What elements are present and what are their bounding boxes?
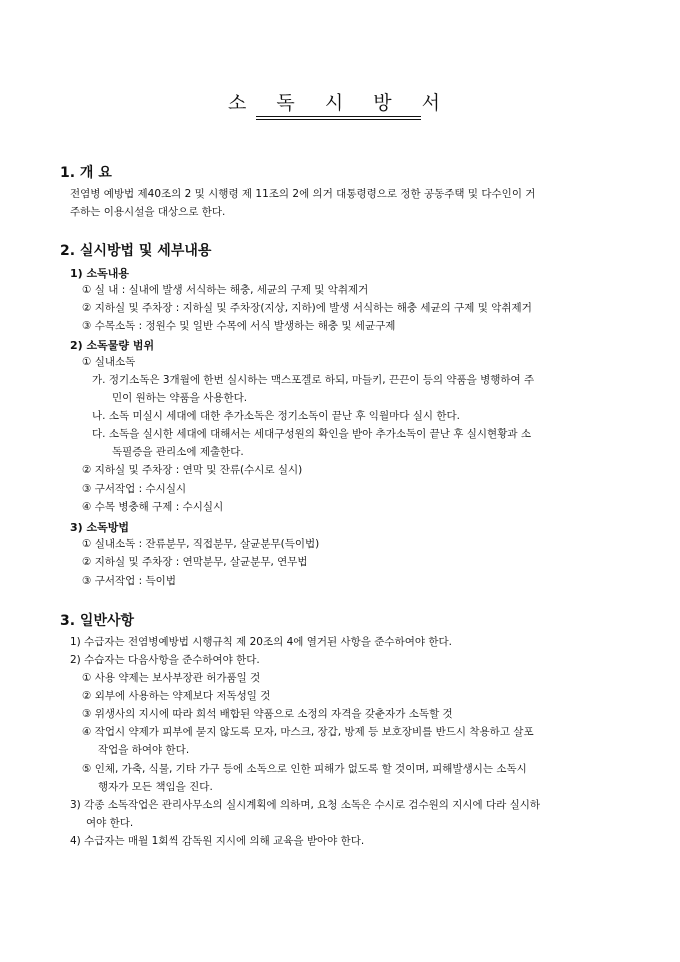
list-item-continued: 민이 원하는 약품을 사용한다. — [112, 392, 248, 404]
list-item: ④ 수목 병충해 구제 : 수시실시 — [82, 501, 224, 513]
list-item: 가. 정기소독은 3개월에 한번 실시하는 맥스포겔로 하되, 마들키, 끈끈이 등의 약품을 병행하여 주 — [92, 374, 535, 386]
list-item: ④ 작업시 약제가 피부에 묻지 않도록 모자, 마스크, 장갑, 방제 등 보호장비를 반드시 착용하고 살포 — [82, 726, 534, 738]
document-title: 소 독 시 방 서 — [228, 92, 452, 114]
section-1-text-line2: 주하는 이용시설을 대상으로 한다. — [70, 206, 226, 218]
list-item: ③ 구서작업 : 득이법 — [82, 575, 176, 587]
list-item: 3) 각종 소독작업은 관리사무소의 실시계획에 의하며, 요청 소독은 수시로 검수원의 지시에 다라 실시하 — [70, 799, 541, 811]
list-item: 1) 수급자는 전염병예방법 시행규칙 제 20조의 4에 열거된 사항을 준수하여야 한다. — [70, 636, 452, 648]
list-item: ① 실 내 : 실내에 발생 서식하는 해충, 세균의 구제 및 악취제거 — [82, 284, 369, 296]
section-3-heading: 3. 일반사항 — [60, 613, 135, 629]
subheading-contents: 1) 소독내용 — [70, 267, 130, 280]
list-item: ③ 구서작업 : 수시실시 — [82, 483, 187, 495]
subheading-scope: 2) 소독물량 범위 — [70, 339, 155, 352]
list-item: ① 실내소독 — [82, 356, 136, 368]
list-item-continued: 행자가 모든 책임을 진다. — [98, 781, 213, 793]
section-1-heading: 1. 개 요 — [60, 165, 112, 181]
title-underline — [256, 116, 421, 117]
list-item: ③ 위생사의 지시에 따라 희석 배합된 약품으로 소정의 자격을 갖춘자가 소독할 것 — [82, 708, 453, 720]
list-item-continued: 여야 한다. — [86, 817, 134, 829]
section-1-text-line1: 전염병 예방법 제40조의 2 및 시행령 제 11조의 2에 의거 대통령령으로 정한 공동주택 및 다수인이 거 — [70, 188, 536, 200]
list-item: 4) 수급자는 매월 1회씩 감독원 지시에 의해 교육을 받아야 한다. — [70, 835, 365, 847]
title-underline-double — [256, 119, 421, 120]
list-item: ② 지하실 및 주차장 : 연막 및 잔류(수시로 실시) — [82, 464, 303, 476]
list-item: ② 외부에 사용하는 약제보다 저독성일 것 — [82, 690, 271, 702]
list-item: 나. 소독 미실시 세대에 대한 추가소독은 정기소독이 끝난 후 익월마다 실시 한다. — [92, 410, 460, 422]
list-item: 다. 소독을 실시한 세대에 대해서는 세대구성원의 확인을 받아 추가소독이 끝난 후 실시현황과 소 — [92, 428, 531, 440]
section-2-heading: 2. 실시방법 및 세부내용 — [60, 243, 212, 259]
list-item-continued: 작업을 하여야 한다. — [98, 744, 190, 756]
list-item: ② 지하실 및 주차장 : 지하실 및 주차장(지상, 지하)에 발생 서식하는 해충 세균의 구제 및 악취제거 — [82, 302, 532, 314]
list-item: ① 사용 약제는 보사부장관 허가품일 것 — [82, 672, 261, 684]
list-item: ① 실내소독 : 잔류분무, 직접분무, 살균분무(득이법) — [82, 538, 320, 550]
list-item: ⑤ 인체, 가축, 식물, 기타 가구 등에 소독으로 인한 피해가 없도록 할 것이며, 피해발생시는 소독시 — [82, 763, 527, 775]
subheading-method: 3) 소독방법 — [70, 521, 130, 534]
list-item: ③ 수목소독 : 정원수 및 일반 수목에 서식 발생하는 해충 및 세균구제 — [82, 320, 396, 332]
list-item: 2) 수습자는 다음사항을 준수하여야 한다. — [70, 654, 260, 666]
list-item-continued: 독필증을 관리소에 제출한다. — [112, 446, 244, 458]
list-item: ② 지하실 및 주차장 : 연막분무, 살균분무, 연무법 — [82, 556, 308, 568]
